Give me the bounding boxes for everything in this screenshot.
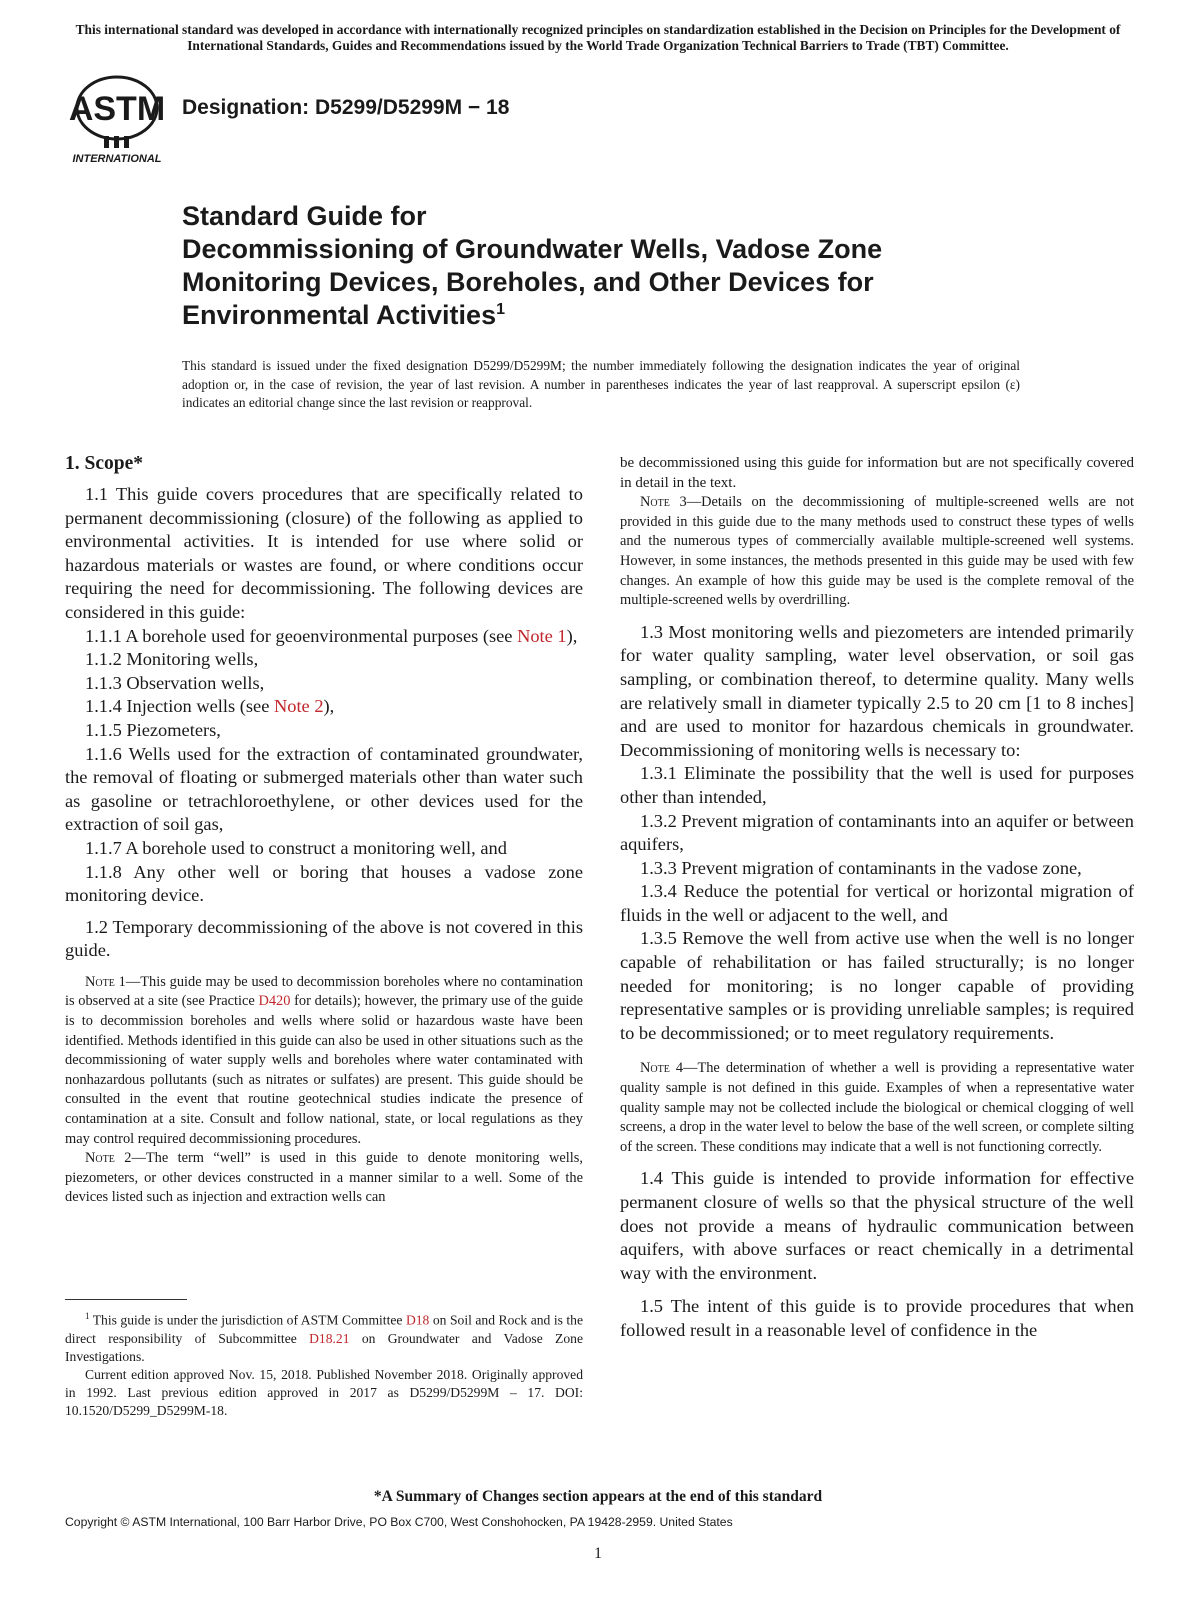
page-number: 1 — [594, 1545, 602, 1562]
para-1-1-3: 1.1.3 Observation wells, — [85, 672, 265, 693]
copyright-line: Copyright © ASTM International, 100 Barr Harbor Drive, PO Box C700, West Conshohocken, PA 19428-2959. United States — [65, 1515, 733, 1529]
note-2 — [65, 1149, 583, 1208]
note-4 — [620, 1059, 1134, 1157]
para-1-3-3: 1.3.3 Prevent migration of contaminants in the vadose zone, — [640, 857, 1082, 878]
note-2-label: Note 2 — [85, 1150, 132, 1167]
document-title — [182, 200, 1082, 332]
note-1-link[interactable]: Note 1 — [517, 625, 567, 646]
note-3 — [620, 493, 1134, 611]
para-1-1-5: 1.1.5 Piezometers, — [85, 719, 221, 740]
footnote-edition: Current edition approved Nov. 15, 2018. Published November 2018. Originally approved in 1992. Last previous edition approved in 2017 as D5299/D5299M – 17. DOI: 10.1520/D5299_D5299M-18. — [65, 1366, 583, 1418]
note-2-link[interactable]: Note 2 — [273, 696, 324, 717]
para-1-1-7: 1.1.7 A borehole used to construct a monitoring well, and — [85, 837, 507, 858]
para-1-1-1-text: 1.1.1 A borehole used for geoenvironmental purposes (see — [85, 625, 518, 646]
para-1-2: 1.2 Temporary decommissioning of the above is not covered in this guide. — [65, 916, 583, 961]
footnote-1 — [65, 1307, 583, 1366]
note-4-text: —The determination of whether a well is providing a representative water quality sample is not defined in this guide. Examples of when a representative water quality sample may not be collected include the biological or chemical clogging of well screens, a drop in the water level to below the base of the well screen, or complete silting of the screen. These conditions may indicate that a well is not functioning correctly. — [620, 1060, 1135, 1155]
note-1-text-b: for details); however, the primary use of the guide is to decommission boreholes and wells where solid or hazardous waste have been identified. Methods identified in this guide can also be used in other situations such as the decommissioning of water supply wells and boreholes where water contaminated with nonhazardous pollutants (such as nitrates or sulfates) are present. This guide should be consulted in the event that routine geotechnical studies indicate the presence of contamination at a site. Consult and follow national, state, or local regulations as they may control required decommissioning procedures. — [65, 993, 583, 1147]
d18-link[interactable]: D18 — [405, 1312, 430, 1328]
astm-logo-letters: ASTM — [68, 90, 166, 128]
issued-statement: This standard is issued under the fixed designation D5299/D5299M; the number immediately following the designation indicates the year of original adoption or, in the case of revision, the year of last revision. A number in parentheses indicates the year of last reapproval. A superscript epsilon (ε) indicates an editorial change since the last revision or reapproval. — [182, 358, 1020, 410]
right-column — [620, 454, 1134, 1343]
title-line-1: Standard Guide for — [182, 201, 427, 231]
astm-logo — [66, 70, 168, 166]
para-1-3-4: 1.3.4 Reduce the potential for vertical or horizontal migration of fluids in the well or adjacent to the well, and — [620, 881, 1134, 925]
para-1-1-1 — [65, 625, 583, 649]
para-1-4: 1.4 This guide is intended to provide information for effective permanent closure of wells so that the physical structure of the well does not provide a means of hydraulic communication between aquifers, with above surfaces or react chemically in a detrimental way with the environment. — [620, 1168, 1134, 1283]
note-1 — [65, 973, 583, 1149]
para-1-3-2: 1.3.2 Prevent migration of contaminants into an aquifer or between aquifers, — [620, 810, 1134, 855]
para-1-1-2: 1.1.2 Monitoring wells, — [85, 649, 259, 670]
para-1-5: 1.5 The intent of this guide is to provide procedures that when followed result in a reasonable level of confidence in the — [620, 1296, 1134, 1340]
para-1-3: 1.3 Most monitoring wells and piezometers are intended primarily for water quality sampling, water level observation, or soil gas sampling, or combination thereof, to determine quality. Many wells are relatively small in diameter typically 2.5 to 20 cm [1 to 8 inches] and are used to monitor for hazardous chemicals in groundwater. Decommissioning of monitoring wells is necessary to: — [620, 621, 1134, 760]
note-3-text: —Details on the decommissioning of multiple-screened wells are not provided in this guide due to the many methods used to construct these types of wells and the numerous types of commercially available multiple-screened well systems. However, in some instances, the methods presented in this guide may be used with few changes. An example of how this guide may be used is the complete removal of the multiple-screened wells by overdrilling. — [620, 494, 1135, 609]
para-1-1: 1.1 This guide covers procedures that are specifically related to permanent decommissioning (closure) of the following as applied to environmental activities. It is intended for use where solid or hazardous materials or wastes are found, or where conditions occur requiring the need for decommissioning. The following devices are considered in this guide: — [65, 484, 583, 622]
note-4-label: Note 4 — [640, 1060, 684, 1077]
para-1-1-6: 1.1.6 Wells used for the extraction of contaminated groundwater, the removal of floating or submerged materials other than water such as gasoline or tetrachloroethylene, or other devices used for the extraction of soil gas, — [65, 743, 583, 835]
title-line-3: Monitoring Devices, Boreholes, and Other Devices for — [182, 267, 874, 297]
continuation-text: be decommissioned using this guide for information but are not specifically covered in detail in the text. — [620, 455, 1134, 491]
footnotes — [65, 1307, 583, 1420]
left-column — [65, 453, 583, 1208]
d18-21-link[interactable]: D18.21 — [309, 1330, 350, 1346]
footnote-1-mark: 1 — [85, 1311, 90, 1321]
designation: Designation: D5299/D5299M − 18 — [182, 96, 510, 119]
summary-of-changes-notice: *A Summary of Changes section appears at the end of this standard — [373, 1488, 823, 1505]
para-1-3-5: 1.3.5 Remove the well from active use when the well is no longer capable of rehabilitation or has failed structurally; is no longer needed for monitoring; is no longer capable of providing representative samples or is providing unreliable samples; is required to be decommissioned; or to meet regulatory requirements. — [620, 928, 1134, 1043]
para-1-1-8: 1.1.8 Any other well or boring that houses a vadose zone monitoring device. — [65, 861, 583, 906]
para-1-3-1: 1.3.1 Eliminate the possibility that the well is used for purposes other than intended, — [620, 763, 1134, 807]
note-2-text: —The term “well” is used in this guide to denote monitoring wells, piezometers, or other devices constructed in a manner similar to a well. Some of the devices listed such as injection and extraction wells can — [65, 1150, 583, 1206]
title-line-2: Decommissioning of Groundwater Wells, Vadose Zone — [182, 234, 883, 264]
astm-logo-label: INTERNATIONAL — [72, 153, 162, 165]
section-heading-scope: 1. Scope* — [65, 453, 143, 474]
d420-link[interactable]: D420 — [258, 993, 291, 1010]
footnote-1-text-c: on Groundwater and Vadose Zone Investigations. — [65, 1330, 583, 1364]
note-3-label: Note 3 — [640, 494, 687, 511]
tbt-banner: This international standard was developed in accordance with internationally recognized principles on standardization established in the Decision on Principles for the Development of International Standards, Guides and Recommendations issued by the World Trade Organization Technical Barriers to Trade (TBT) Committee. — [75, 22, 1121, 53]
para-1-1-1-end: ), — [566, 625, 578, 646]
para-1-1-4-text: 1.1.4 Injection wells (see — [85, 696, 274, 717]
footnote-divider — [65, 1299, 187, 1300]
title-footnote-mark: 1 — [496, 301, 505, 318]
title-line-4: Environmental Activities — [182, 300, 497, 330]
note-1-text-a: —This guide may be used to decommission boreholes where no contamination is observed at a site (see Practice — [65, 973, 583, 1010]
footnote-1-text-b: on Soil and Rock and is the direct responsibility of Subcommittee — [65, 1312, 583, 1346]
para-1-1-4-end: ), — [323, 696, 335, 717]
para-1-1-4 — [65, 695, 583, 719]
footnote-1-text-a: This guide is under the jurisdiction of ASTM Committee — [89, 1312, 406, 1328]
note-1-label: Note 1 — [85, 973, 126, 990]
